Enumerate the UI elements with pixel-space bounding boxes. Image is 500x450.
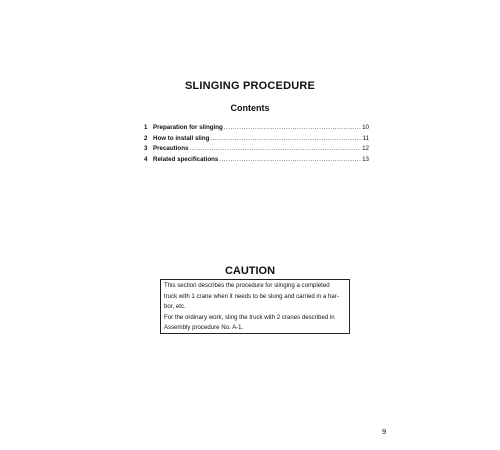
toc-entry[interactable] [144,155,369,166]
toc-entry-title: Precautions [153,145,189,152]
toc-entry-title: How to install sling [153,134,210,142]
toc-leader-dots [224,123,361,134]
toc-entry-number: 4 [144,155,148,163]
contents-heading: Contents [230,103,270,113]
caution-text-line: This section describes the procedure for slinging a completed [164,282,330,289]
toc-entry-page: 13 [362,155,369,163]
caution-box [160,279,350,334]
toc-entry-number: 1 [144,124,148,131]
page-title: SLINGING PROCEDURE [184,80,316,92]
toc-leader-dots [219,155,361,166]
toc-entry[interactable] [144,144,369,155]
toc-entry-number: 3 [144,145,148,152]
caution-heading: CAUTION [224,265,276,277]
toc-leader-dots [189,144,361,155]
caution-text-line: For the ordinary work, sling the truck with 2 cranes described in [164,313,335,321]
page-number: 9 [382,427,387,436]
toc-entry-page: 11 [362,134,369,142]
toc-entry-page: 12 [362,145,369,152]
toc-entry[interactable] [144,134,369,145]
toc-entry-page: 10 [362,124,369,131]
toc-entry-title: Preparation for slinging [153,124,223,131]
caution-text-line: truck with 1 crane when it needs to be slung and carried in a har- [164,292,339,300]
toc-entry[interactable] [144,123,369,134]
toc-entry-number: 2 [144,134,148,142]
caution-text-line: Assembly procedure No. A-1. [164,324,244,332]
toc-leader-dots [210,134,361,145]
table-of-contents [144,123,369,165]
caution-text-line: bor, etc. [164,303,186,311]
toc-entry-title: Related specifications [153,155,219,163]
